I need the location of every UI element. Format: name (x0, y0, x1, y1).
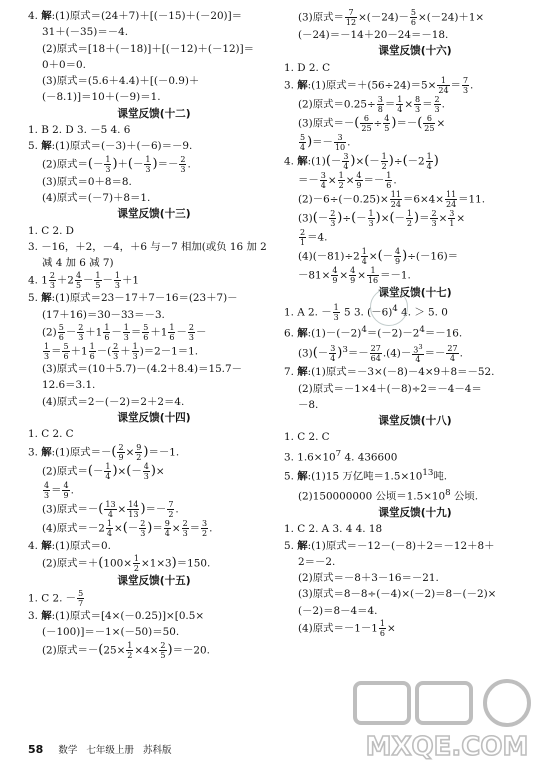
page-number: 58 (28, 743, 44, 756)
answer-line: 2＝－2. (298, 555, 336, 568)
left-column (28, 8, 280, 660)
answer-line: (3)原式＝－( $\frac{13}{4}$ × $\frac{14}{13}$ )＝－ $\frac{7}{2}$ . (42, 499, 179, 519)
section-heading: 课堂反馈(十九) (378, 507, 452, 519)
section-heading: 课堂反馈(十五) (117, 574, 191, 587)
answer-line: 5. 解:(1)15 万亿吨$=1.5\times 10^{13}$吨. (284, 468, 448, 483)
answer-line: (2)原式＝0.25÷ $\frac{3}{8}$ ＝ $\frac{1}{4}$ × $\frac{8}{3}$ ＝ $\frac{2}{3}$ . (298, 94, 445, 114)
answer-line: (4)原式＝－1－1 $\frac{1}{6}$ × (298, 619, 396, 639)
answer-line: (3)原式＝ $\frac{7}{12}$ ×(－24)－ $\frac{5}{6}$ ×(－24)＋1× (298, 8, 485, 27)
answer-line: 1. C 2. D (28, 224, 75, 237)
section-heading: 课堂反馈(十三) (117, 208, 191, 221)
answer-line: 31＋(－35)＝－4. (42, 26, 129, 39)
answer-line: 6. 解$:(1)-(-2)^4=(-2)-2^4=-16$. (284, 325, 463, 340)
answer-line: (3)原式＝－( $\frac{6}{25}$ ÷ $\frac{4}{5}$ )＝－( $\frac{6}{25}$ × (298, 113, 446, 133)
answer-line: 5. 解:(1)原式＝－12－(－8)＋2＝－12＋8＋ (284, 539, 495, 552)
answer-line: (3)原式＝8－8÷(－4)×(－2)＝8－(－2)× (298, 588, 497, 601)
answer-line: (2)原式＝－8＋3－16＝－21. (298, 572, 439, 585)
answer-line: (2)原式＝[18＋(－18)]＋[(－12)＋(－12)]＝ (42, 42, 255, 55)
section-heading: 课堂反馈(十七) (378, 286, 452, 299)
answer-line: 1. C 2. C (284, 431, 330, 444)
answer-line: $\frac{5}{4}$ )＝－ $\frac{3}{10}$ . (300, 132, 351, 152)
section-heading: 课堂反馈(十二) (117, 107, 191, 120)
section-heading: 课堂反馈(十六) (378, 45, 452, 58)
section-heading: 课堂反馈(十四) (117, 411, 191, 424)
answer-line: (2)原式＝－(25× $\frac{1}{2}$ ×4× $\frac{2}{5}$ )＝－20. (42, 640, 210, 660)
answer-line: (3)原式＝(10＋5.7)－(4.2＋8.4)＝15.7－ (42, 363, 242, 376)
answer-line: 12.6＝3.1. (42, 379, 96, 392)
answer-line: (2) $\frac{5}{6}$ － $\frac{2}{3}$ ＋1 $\frac{1}{6}$ － $\frac{1}{3}$ ＝ $\frac{5}{6}$ ＋1 $\frac{1}{6}$ － $\frac{2}{3}$ － (42, 323, 207, 343)
answer-line: 5. 解:(1)原式＝(－3)＋(－6)＝－9. (28, 140, 193, 153)
answer-line: (4)原式＝(－7)＋8＝1. (42, 191, 151, 204)
answer-line: 1. C 2. A 3. 4 4. 18 (284, 523, 383, 536)
answer-line: 3. －16，＋2，－4，＋6 与－7 相加(或负 16 加 2 (28, 240, 267, 253)
answer-line: (4)(－81)÷2 $\frac{1}{4}$ ×(－ $\frac{4}{9}$ )÷(－16)＝ (298, 246, 459, 266)
answer-line: 1. C 2. C (28, 428, 74, 441)
answer-line: 4. 解:(1)原式＝0. (28, 539, 111, 552)
answer-line: 7. 解:(1)原式＝－3×(－8)－4×9＋8＝－52. (284, 366, 495, 379)
section-heading: 课堂反馈(十八) (378, 415, 452, 428)
answer-line: (－8.1)]＝10＋(－9)＝1. (42, 91, 161, 104)
answer-line: －8. (298, 398, 319, 411)
footer-subject: 数学 (58, 745, 78, 756)
answer-line: $\frac{4}{3}$ ＝ $\frac{4}{9}$ . (44, 480, 74, 500)
answer-line: 4. 解:(1)原式＝(24＋7)＋[(－15)＋(－20)]＝ (28, 10, 243, 22)
answer-line: 5. 解:(1)原式＝23－17＋7－16＝(23＋7)－ (28, 292, 238, 305)
answer-line: (3)原式＝0＋8＝8. (42, 175, 132, 188)
answer-line: －81× $\frac{4}{9}$ × $\frac{4}{9}$ × $\frac{1}{16}$ ＝－1. (298, 265, 411, 285)
answer-line: ＝－ $\frac{3}{4}$ × $\frac{1}{2}$ × $\frac{4}{9}$ ＝－ $\frac{1}{6}$ . (298, 170, 397, 190)
answer-line: $\frac{2}{1}$ ＝4. (300, 227, 328, 247)
answer-line: 3. $1.6\times 10^7$ 4. 436600 (284, 448, 398, 464)
answer-line: (3)原式＝(5.6＋4.4)＋[(－0.9)＋ (42, 75, 200, 88)
right-column (284, 8, 546, 638)
answer-line: 3. 解:(1)原式＝＋(56÷24)＝5× $\frac{1}{24}$ ＝ $\frac{7}{3}$ . (284, 75, 474, 95)
answer-line: $\frac{1}{3}$ ＝ $\frac{5}{6}$ ＋1 $\frac{1}{6}$ －( $\frac{2}{3}$ ＋ $\frac{1}{3}$ )＝2－1＝1. (44, 342, 199, 362)
answer-line: 1. B 2. D 3. －5 4. 6 (28, 124, 131, 137)
answer-line: (2)原式＝－1×4＋(－8)÷2＝－4－4＝ (298, 382, 482, 395)
answer-line: (2)原式＝＋(100× $\frac{1}{2}$ ×1×3)＝150. (42, 553, 211, 573)
answer-line: (－2)＝8－4＝4. (298, 604, 378, 617)
page-footer (28, 742, 177, 756)
watermark-logo (347, 675, 547, 765)
answer-line: (－100)]＝－1×(－50)＝50. (42, 626, 180, 639)
answer-line: 3. 解:(1)原式＝－( $\frac{2}{9}$ × $\frac{9}{2}$ )＝－1. (28, 442, 180, 462)
answer-line: (3)(－ $\frac{3}{4}$ )$^3$＝－ $\frac{27}{64}$ .(4)－ $\frac{3^3}{4}$ ＝－ $\frac{27}{4}$ . (298, 342, 463, 365)
answer-line: (3)(－ $\frac{2}{3}$ )÷(－ $\frac{1}{3}$ )×(－ $\frac{1}{2}$ )＝ $\frac{2}{3}$ × $\frac{3}{1}$ × (298, 208, 466, 228)
footer-grade: 七年级上册 (86, 745, 134, 756)
answer-line: (2)－6÷(－0.25)× $\frac{11}{24}$ ＝6×4× $\frac{11}{24}$ ＝11. (298, 189, 486, 209)
stamp-logo (370, 288, 408, 326)
answer-line: (－24)＝－14＋20－24＝－18. (298, 29, 449, 41)
answer-line: 4. 解:(1)(－ $\frac{3}{4}$ )×(－ $\frac{1}{2}$ )÷(－2 $\frac{1}{4}$ ) (284, 151, 439, 171)
answer-line: 1. D 2. C (284, 61, 331, 74)
answer-line: (2)原式＝(－ $\frac{1}{4}$ )×(－ $\frac{4}{3}$ )× (42, 461, 165, 481)
answer-line: 0＋0＝0. (42, 58, 86, 71)
answer-line: 减 4 加 6 减 7) (42, 257, 114, 270)
answer-line: 4. 1 $\frac{2}{3}$ ＋2 $\frac{4}{5}$ － $\frac{1}{5}$ － $\frac{1}{3}$ ＋1 (28, 271, 140, 291)
answer-line: (17＋16)＝30－33＝－3. (42, 308, 165, 321)
answer-line: 3. 解:(1)原式＝[4×(－0.25)]×[0.5× (28, 610, 205, 623)
answer-line: (4)原式＝2－(－2)＝2＋2＝4. (42, 395, 185, 408)
answer-line: (2)原式＝(－ $\frac{1}{3}$ )＋(－ $\frac{1}{3}$ )＝－ $\frac{2}{3}$ . (42, 154, 191, 174)
answer-line: (2)150000000 公顷$=1.5\times 10^8$ 公顷. (298, 488, 479, 503)
watermark-text: MXQE.COM (365, 732, 529, 762)
footer-edition: 苏科版 (142, 745, 172, 756)
answer-line: 1. C 2. － $\frac{5}{7}$ (28, 589, 84, 609)
answer-line: 1. A 2. － $\frac{1}{3}$ 5 3. $(-6)^4$ 4. ＞ 5. 0 (284, 303, 448, 323)
answer-line: (4)原式＝－2 $\frac{1}{4}$ ×(－ $\frac{2}{3}$ )＝ $\frac{9}{4}$ × $\frac{2}{3}$ ＝ $\frac{3}{2}$ . (42, 518, 213, 538)
